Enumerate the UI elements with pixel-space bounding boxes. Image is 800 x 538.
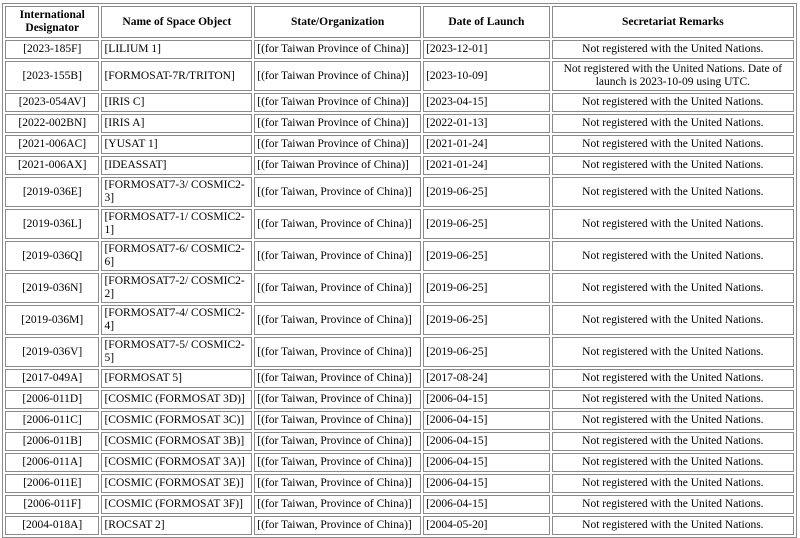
cell-state: [(for Taiwan, Province of China)]: [254, 177, 421, 207]
cell-name: [YUSAT 1]: [101, 135, 252, 154]
cell-date: [2006-04-15]: [423, 453, 550, 472]
table-row: [5, 241, 794, 271]
table-row: [5, 40, 794, 59]
cell-name: [IRIS A]: [101, 114, 252, 133]
cell-date: [2019-06-25]: [423, 241, 550, 271]
table-row: [5, 369, 794, 388]
table-row: [5, 432, 794, 451]
cell-designator: [2019-036M]: [5, 305, 99, 335]
header-name: Name of Space Object: [101, 6, 252, 38]
cell-name: [FORMOSAT-7R/TRITON]: [101, 61, 252, 91]
table-row: [5, 209, 794, 239]
cell-name: [COSMIC (FORMOSAT 3E)]: [101, 474, 252, 493]
cell-designator: [2019-036Q]: [5, 241, 99, 271]
table-row: [5, 337, 794, 367]
cell-state: [(for Taiwan, Province of China)]: [254, 390, 421, 409]
cell-remarks: Not registered with the United Nations.: [552, 241, 794, 271]
table-row: [5, 474, 794, 493]
cell-state: [(for Taiwan, Province of China)]: [254, 209, 421, 239]
cell-date: [2006-04-15]: [423, 432, 550, 451]
cell-date: [2006-04-15]: [423, 495, 550, 514]
cell-remarks: Not registered with the United Nations.: [552, 40, 794, 59]
cell-state: [(for Taiwan, Province of China)]: [254, 241, 421, 271]
cell-name: [FORMOSAT7-5/ COSMIC2-5]: [101, 337, 252, 367]
header-row: [5, 6, 794, 38]
cell-designator: [2021-006AX]: [5, 156, 99, 175]
cell-date: [2023-10-09]: [423, 61, 550, 91]
cell-remarks: Not registered with the United Nations.: [552, 209, 794, 239]
cell-date: [2019-06-25]: [423, 209, 550, 239]
table-row: [5, 453, 794, 472]
cell-name: [ROCSAT 2]: [101, 516, 252, 535]
cell-designator: [2019-036E]: [5, 177, 99, 207]
cell-date: [2019-06-25]: [423, 177, 550, 207]
cell-name: [FORMOSAT7-3/ COSMIC2-3]: [101, 177, 252, 207]
cell-name: [FORMOSAT7-6/ COSMIC2-6]: [101, 241, 252, 271]
cell-remarks: Not registered with the United Nations.: [552, 135, 794, 154]
cell-date: [2017-08-24]: [423, 369, 550, 388]
cell-designator: [2021-006AC]: [5, 135, 99, 154]
table-row: [5, 93, 794, 112]
cell-state: [(for Taiwan, Province of China)]: [254, 516, 421, 535]
cell-state: [(for Taiwan Province of China)]: [254, 156, 421, 175]
cell-state: [(for Taiwan Province of China)]: [254, 93, 421, 112]
table-row: [5, 61, 794, 91]
cell-name: [FORMOSAT7-4/ COSMIC2-4]: [101, 305, 252, 335]
cell-state: [(for Taiwan, Province of China)]: [254, 273, 421, 303]
cell-date: [2023-04-15]: [423, 93, 550, 112]
cell-name: [COSMIC (FORMOSAT 3B)]: [101, 432, 252, 451]
header-remarks: Secretariat Remarks: [552, 6, 794, 38]
cell-designator: [2004-018A]: [5, 516, 99, 535]
cell-name: [COSMIC (FORMOSAT 3F)]: [101, 495, 252, 514]
cell-date: [2004-05-20]: [423, 516, 550, 535]
table-row: [5, 390, 794, 409]
cell-date: [2006-04-15]: [423, 474, 550, 493]
cell-date: [2023-12-01]: [423, 40, 550, 59]
cell-name: [COSMIC (FORMOSAT 3A)]: [101, 453, 252, 472]
cell-date: [2019-06-25]: [423, 305, 550, 335]
cell-date: [2022-01-13]: [423, 114, 550, 133]
header-designator: International Designator: [5, 6, 99, 38]
cell-remarks: Not registered with the United Nations.: [552, 516, 794, 535]
cell-name: [FORMOSAT 5]: [101, 369, 252, 388]
cell-state: [(for Taiwan, Province of China)]: [254, 495, 421, 514]
table-row: [5, 516, 794, 535]
header-date: Date of Launch: [423, 6, 550, 38]
table-row: [5, 305, 794, 335]
cell-remarks: Not registered with the United Nations.: [552, 93, 794, 112]
cell-designator: [2023-155B]: [5, 61, 99, 91]
cell-date: [2019-06-25]: [423, 273, 550, 303]
cell-designator: [2017-049A]: [5, 369, 99, 388]
cell-state: [(for Taiwan, Province of China)]: [254, 411, 421, 430]
cell-name: [FORMOSAT7-2/ COSMIC2-2]: [101, 273, 252, 303]
space-objects-table: [2, 3, 797, 538]
cell-state: [(for Taiwan Province of China)]: [254, 40, 421, 59]
cell-remarks: Not registered with the United Nations.: [552, 453, 794, 472]
cell-date: [2006-04-15]: [423, 411, 550, 430]
cell-remarks: Not registered with the United Nations.: [552, 177, 794, 207]
table-row: [5, 135, 794, 154]
cell-remarks: Not registered with the United Nations.: [552, 474, 794, 493]
cell-state: [(for Taiwan Province of China)]: [254, 61, 421, 91]
cell-name: [COSMIC (FORMOSAT 3C)]: [101, 411, 252, 430]
cell-designator: [2006-011A]: [5, 453, 99, 472]
cell-state: [(for Taiwan, Province of China)]: [254, 453, 421, 472]
cell-state: [(for Taiwan, Province of China)]: [254, 474, 421, 493]
cell-state: [(for Taiwan, Province of China)]: [254, 432, 421, 451]
cell-remarks: Not registered with the United Nations.: [552, 369, 794, 388]
cell-state: [(for Taiwan, Province of China)]: [254, 305, 421, 335]
cell-designator: [2022-002BN]: [5, 114, 99, 133]
cell-date: [2019-06-25]: [423, 337, 550, 367]
cell-designator: [2006-011C]: [5, 411, 99, 430]
cell-date: [2021-01-24]: [423, 156, 550, 175]
cell-remarks: Not registered with the United Nations.: [552, 114, 794, 133]
cell-date: [2021-01-24]: [423, 135, 550, 154]
cell-name: [IRIS C]: [101, 93, 252, 112]
cell-name: [IDEASSAT]: [101, 156, 252, 175]
cell-remarks: Not registered with the United Nations. Date of launch is 2023-10-09 using UTC.: [552, 61, 794, 91]
table-row: [5, 411, 794, 430]
cell-state: [(for Taiwan, Province of China)]: [254, 337, 421, 367]
cell-state: [(for Taiwan Province of China)]: [254, 114, 421, 133]
cell-name: [COSMIC (FORMOSAT 3D)]: [101, 390, 252, 409]
header-state: State/Organization: [254, 6, 421, 38]
cell-remarks: Not registered with the United Nations.: [552, 305, 794, 335]
cell-remarks: Not registered with the United Nations.: [552, 273, 794, 303]
cell-date: [2006-04-15]: [423, 390, 550, 409]
cell-name: [FORMOSAT7-1/ COSMIC2-1]: [101, 209, 252, 239]
table-container: [2, 3, 797, 538]
cell-designator: [2006-011E]: [5, 474, 99, 493]
cell-state: [(for Taiwan Province of China)]: [254, 135, 421, 154]
cell-designator: [2023-054AV]: [5, 93, 99, 112]
cell-designator: [2006-011F]: [5, 495, 99, 514]
table-row: [5, 156, 794, 175]
cell-designator: [2019-036N]: [5, 273, 99, 303]
cell-designator: [2023-185F]: [5, 40, 99, 59]
cell-remarks: Not registered with the United Nations.: [552, 156, 794, 175]
cell-remarks: Not registered with the United Nations.: [552, 495, 794, 514]
cell-designator: [2006-011D]: [5, 390, 99, 409]
cell-remarks: Not registered with the United Nations.: [552, 411, 794, 430]
table-row: [5, 114, 794, 133]
table-row: [5, 177, 794, 207]
cell-designator: [2006-011B]: [5, 432, 99, 451]
cell-designator: [2019-036L]: [5, 209, 99, 239]
cell-designator: [2019-036V]: [5, 337, 99, 367]
cell-remarks: Not registered with the United Nations.: [552, 432, 794, 451]
cell-remarks: Not registered with the United Nations.: [552, 337, 794, 367]
table-row: [5, 273, 794, 303]
table-body: [5, 40, 794, 535]
cell-remarks: Not registered with the United Nations.: [552, 390, 794, 409]
cell-state: [(for Taiwan, Province of China)]: [254, 369, 421, 388]
cell-name: [LILIUM 1]: [101, 40, 252, 59]
